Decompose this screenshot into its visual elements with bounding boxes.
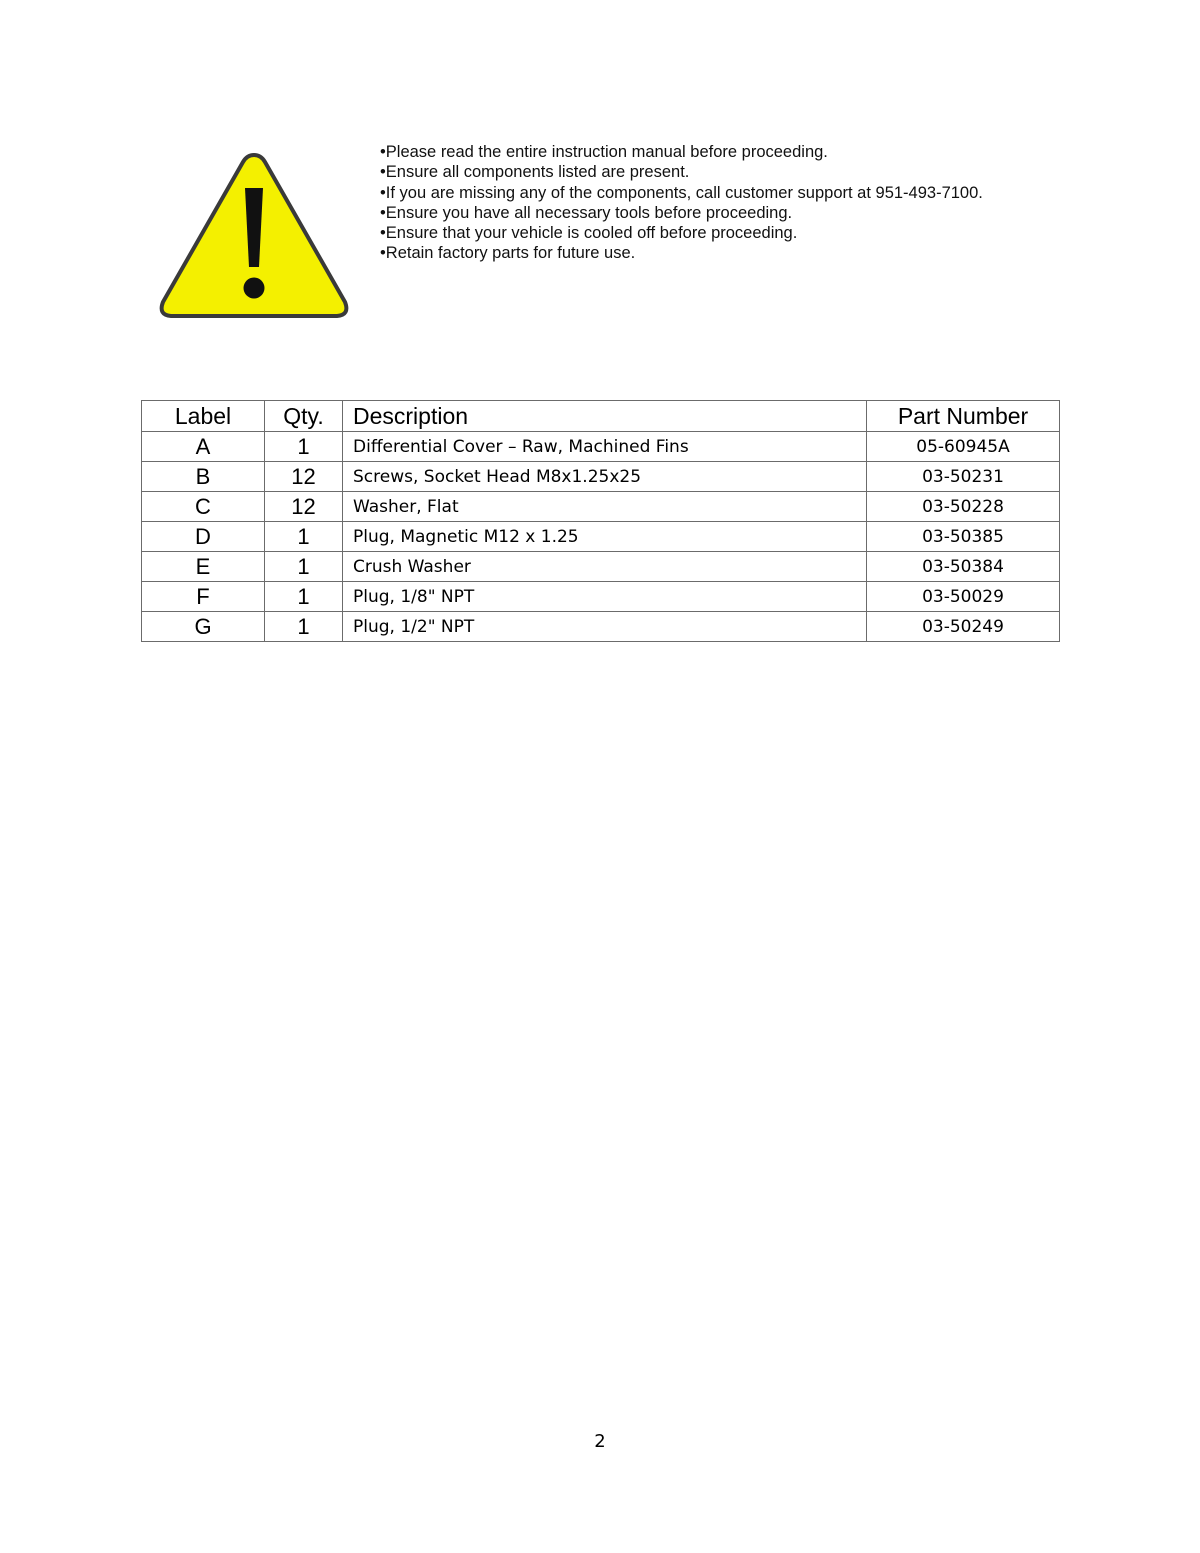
header-label: Label (142, 401, 265, 432)
cell-qty: 12 (265, 492, 343, 522)
cell-label: E (142, 552, 265, 582)
cell-qty: 1 (265, 582, 343, 612)
instruction-item: • Please read the entire instruction manual before proceeding. (380, 142, 983, 162)
cell-part-number: 05-60945A (867, 432, 1060, 462)
instruction-item: • Ensure that your vehicle is cooled off before proceeding. (380, 223, 983, 243)
cell-description: Plug, Magnetic M12 x 1.25 (343, 522, 867, 552)
instruction-item: • Ensure all components listed are present. (380, 162, 983, 182)
cell-label: G (142, 612, 265, 642)
header-part-number: Part Number (867, 401, 1060, 432)
cell-part-number: 03-50029 (867, 582, 1060, 612)
cell-description: Plug, 1/2" NPT (343, 612, 867, 642)
cell-description: Screws, Socket Head M8x1.25x25 (343, 462, 867, 492)
cell-part-number: 03-50385 (867, 522, 1060, 552)
instruction-item: • If you are missing any of the components, call customer support at 951-493-7100. (380, 183, 983, 203)
table-row (142, 522, 1060, 552)
table-row (142, 462, 1060, 492)
cell-qty: 1 (265, 612, 343, 642)
cell-description: Differential Cover – Raw, Machined Fins (343, 432, 867, 462)
exclamation-dot (244, 278, 265, 299)
table-row (142, 582, 1060, 612)
cell-part-number: 03-50228 (867, 492, 1060, 522)
instruction-list (380, 142, 983, 264)
instruction-item: • Ensure you have all necessary tools before proceeding. (380, 203, 983, 223)
header-description: Description (343, 401, 867, 432)
header-qty: Qty. (265, 401, 343, 432)
table-header-row (142, 401, 1060, 432)
cell-part-number: 03-50249 (867, 612, 1060, 642)
table-row (142, 492, 1060, 522)
table-row (142, 432, 1060, 462)
cell-label: D (142, 522, 265, 552)
cell-label: F (142, 582, 265, 612)
table-row (142, 612, 1060, 642)
cell-qty: 12 (265, 462, 343, 492)
warning-triangle-icon (157, 150, 351, 322)
cell-qty: 1 (265, 432, 343, 462)
table-row (142, 552, 1060, 582)
cell-description: Crush Washer (343, 552, 867, 582)
cell-qty: 1 (265, 522, 343, 552)
cell-part-number: 03-50231 (867, 462, 1060, 492)
cell-label: A (142, 432, 265, 462)
parts-table (141, 400, 1060, 642)
cell-description: Washer, Flat (343, 492, 867, 522)
cell-qty: 1 (265, 552, 343, 582)
cell-description: Plug, 1/8" NPT (343, 582, 867, 612)
cell-label: B (142, 462, 265, 492)
cell-part-number: 03-50384 (867, 552, 1060, 582)
instruction-item: • Retain factory parts for future use. (380, 243, 983, 263)
cell-label: C (142, 492, 265, 522)
page-number: 2 (594, 1431, 606, 1452)
